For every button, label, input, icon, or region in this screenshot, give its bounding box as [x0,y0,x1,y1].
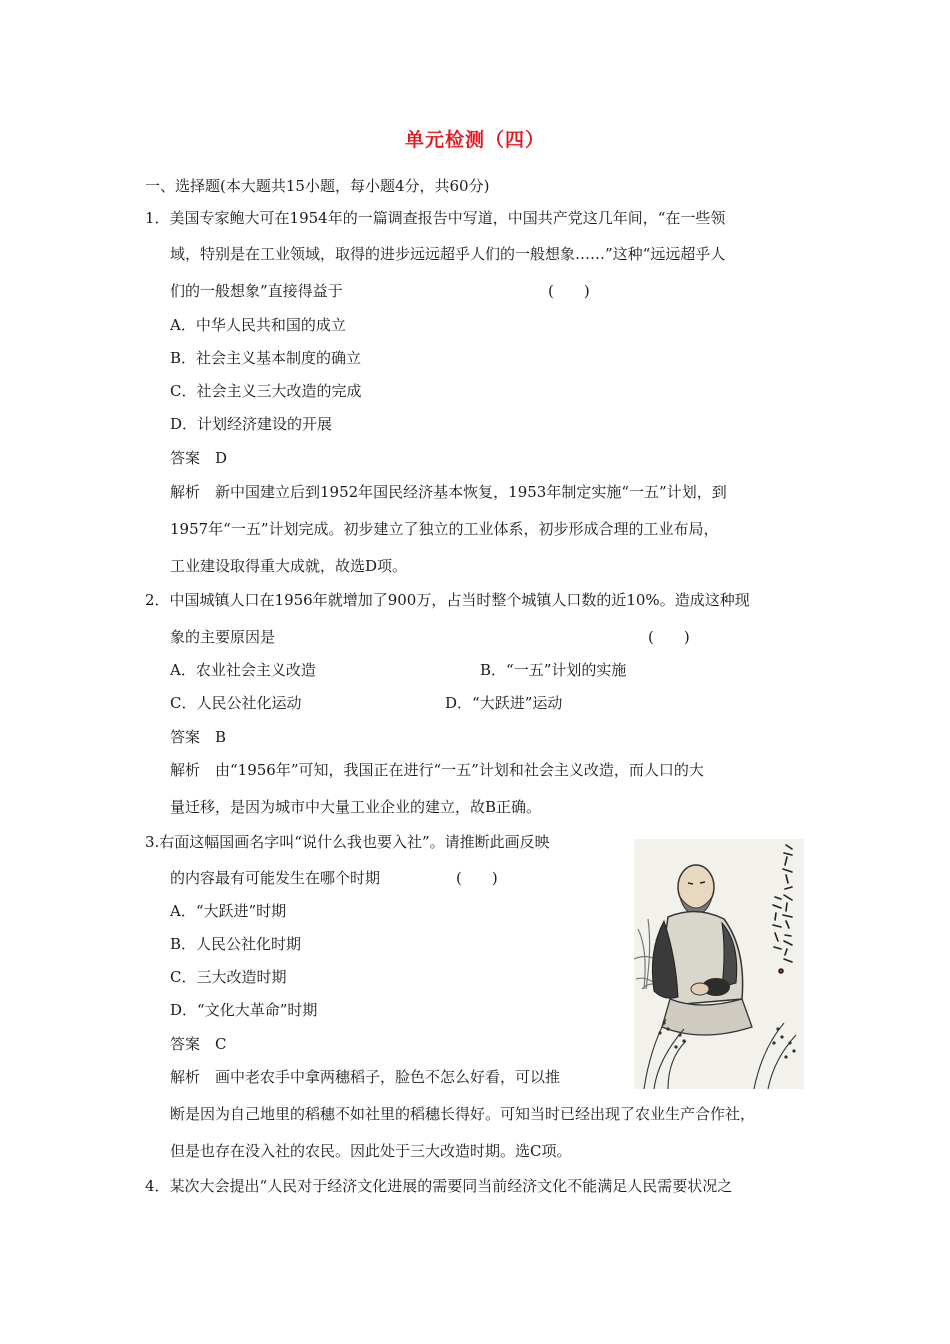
farmer-painting [634,839,804,1089]
q1-option-a: A．中华人民共和国的成立 [170,316,346,334]
q1-analysis-line: 解析 新中国建立后到1952年国民经济基本恢复，1953年制定实施“一五”计划，到 [170,483,727,501]
q3-analysis-line: 解析 画中老农手中拿两穗稻子，脸色不怎么好看，可以推 [170,1068,561,1086]
q1-option-d: D．计划经济建设的开展 [170,415,333,433]
q1-stem-line: 们的一般想象”直接得益于 [170,282,343,300]
q3-option-b: B．人民公社化时期 [170,935,302,953]
q1-option-b: B．社会主义基本制度的确立 [170,349,362,367]
q2-stem-line: 2．中国城镇人口在1956年就增加了900万，占当时整个城镇人口数的近10%。造成这种现 [145,591,750,609]
q1-analysis-line: 工业建设取得重大成就，故选D项。 [170,557,408,575]
q2-analysis-line: 量迁移，是因为城市中大量工业企业的建立，故B正确。 [170,798,542,816]
q2-stem-line: 象的主要原因是 [170,628,276,646]
q4-stem-line: 4．某次大会提出“人民对于经济文化进展的需要同当前经济文化不能满足人民需要状况之 [145,1177,733,1195]
q1-answer: 答案 D [170,449,228,467]
q3-stem-line: 的内容最有可能发生在哪个时期 [170,869,381,887]
q2-analysis-line: 解析 由“1956年”可知，我国正在进行“一五”计划和社会主义改造，而人口的大 [170,761,704,779]
q2-option-a: A．农业社会主义改造 [170,661,316,679]
q3-answer-bracket: ( ) [456,869,498,887]
q2-answer-bracket: ( ) [648,628,690,646]
q3-option-c: C．三大改造时期 [170,968,287,986]
q3-option-a: A．“大跃进”时期 [170,902,287,920]
q1-stem-line: 1．美国专家鲍大可在1954年的一篇调查报告中写道，中国共产党这几年间，“在一些领 [145,209,726,227]
q1-answer-bracket: ( ) [548,282,590,300]
q3-analysis-line: 但是也存在没入社的农民。因此处于三大改造时期。选C项。 [170,1142,572,1160]
q3-answer: 答案 C [170,1035,227,1053]
q2-option-b: B．“一五”计划的实施 [480,661,627,679]
q2-option-d: D．“大跃进”运动 [445,694,563,712]
q1-option-c: C．社会主义三大改造的完成 [170,382,362,400]
page-title: 单元检测（四） [404,129,545,151]
q3-stem-line: 3.右面这幅国画名字叫“说什么我也要入社”。请推断此画反映 [145,833,550,851]
q1-analysis-line: 1957年“一五”计划完成。初步建立了独立的工业体系，初步形成合理的工业布局， [170,520,719,538]
q2-option-c: C．人民公社化运动 [170,694,302,712]
q3-option-d: D．“文化大革命”时期 [170,1001,318,1019]
q2-answer: 答案 B [170,728,227,746]
q3-analysis-line: 断是因为自己地里的稻穗不如社里的稻穗长得好。可知当时已经出现了农业生产合作社， [170,1105,756,1123]
q1-stem-line: 域，特别是在工业领域，取得的进步远远超乎人们的一般想象……”这种“远远超乎人 [170,245,726,263]
section-heading: 一、选择题(本大题共15小题，每小题4分，共60分) [145,177,490,195]
farmer-painting-illustration [634,839,804,1089]
